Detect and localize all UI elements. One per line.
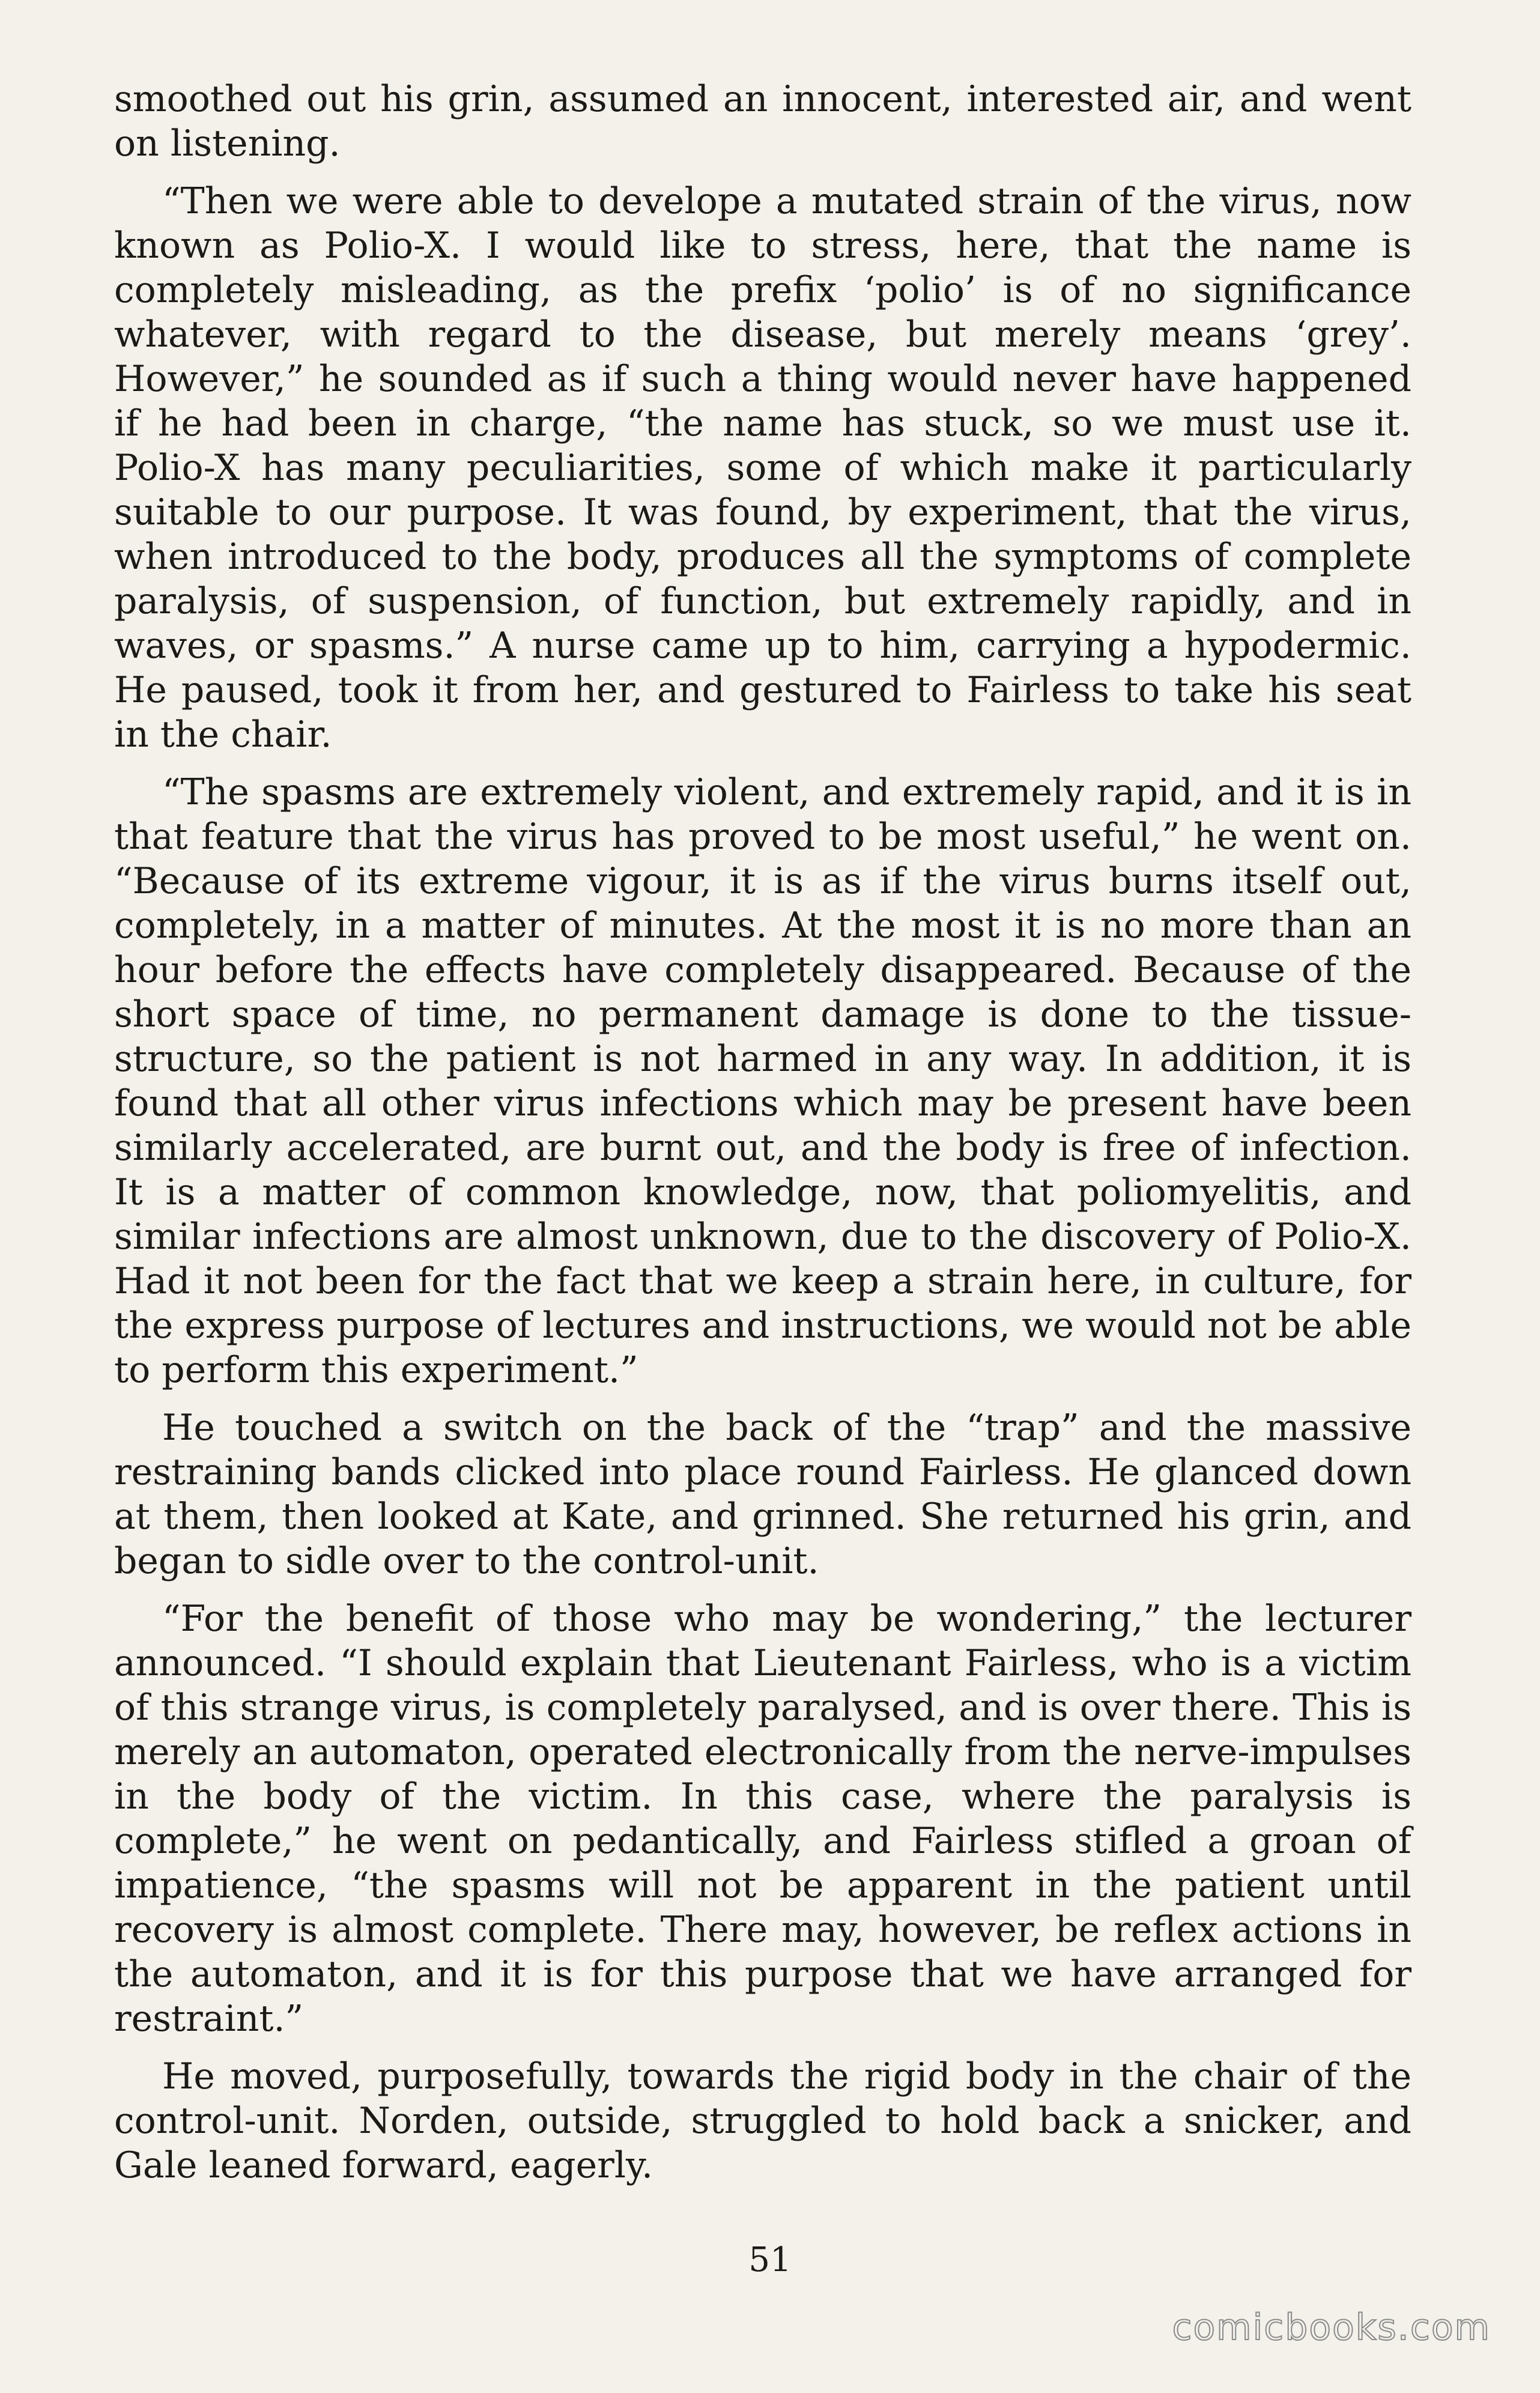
page-number: 51 [748,2240,792,2279]
paragraph-5: “For the benefit of those who may be wondering,” the lecturer announced. “I should explain that Lieutenant Fairless, who is a victim of this strange virus, is completely paralysed, and is over there. This is merely an automaton, operated electronically from the nerve-impulses in the body of the victim. In this case, where the paralysis is complete,” he went on pedantically, and Fairless stifled a groan of impatience, “the spasms will not be apparent in the patient until recovery is almost complete. There may, however, be reflex actions in the automaton, and it is for this purpose that we have arranged for restraint.” [114,1598,1411,2040]
paragraph-2: “Then we were able to develope a mutated strain of the virus, now known as Polio-X. I would like to stress, here, that the name is completely misleading, as the prefix ‘polio’ is of no significance whatever, with regard to the disease, but merely means ‘grey’. However,” he sounded as if such a thing would never have happened if he had been in charge, “the name has stuck, so we must use it. Polio-X has many peculiarities, some of which make it particularly suitable to our purpose. It was found, by experiment, that the virus, when introduced to the body, produces all the symptoms of complete paralysis, of suspension, of function, but extremely rapidly, and in waves, or spasms.” A nurse came up to him, carrying a hypodermic. He paused, took it from her, and gestured to Fairless to take his seat in the chair. [114,180,1411,756]
watermark: comicbooks.com [1172,2307,1491,2349]
paragraph-6: He moved, purposefully, towards the rigid body in the chair of the control-unit. Norden, outside, struggled to hold back a snicker, and Gale leaned forward, eagerly. [114,2055,1411,2186]
page-body [114,77,1411,2201]
paragraph-3: “The spasms are extremely violent, and extremely rapid, and it is in that feature that the virus has proved to be most useful,” he went on. “Because of its extreme vigour, it is as if the virus burns itself out, completely, in a matter of minutes. At the most it is no more than an hour before the effects have completely disappeared. Because of the short space of time, no permanent damage is done to the tissue-structure, so the patient is not harmed in any way. In addition, it is found that all other virus infections which may be present have been similarly accelerated, are burnt out, and the body is free of infection. It is a matter of common knowledge, now, that poliomyelitis, and similar infections are almost unknown, due to the discovery of Polio-X. Had it not been for the fact that we keep a strain here, in culture, for the express purpose of lectures and instructions, we would not be able to perform this experiment.” [114,771,1411,1391]
paragraph-4: He touched a switch on the back of the “trap” and the massive restraining bands clicked into place round Fairless. He glanced down at them, then looked at Kate, and grinned. She returned his grin, and began to sidle over to the control-unit. [114,1407,1411,1582]
paragraph-1: smoothed out his grin, assumed an innocent, interested air, and went on listening. [114,78,1411,165]
